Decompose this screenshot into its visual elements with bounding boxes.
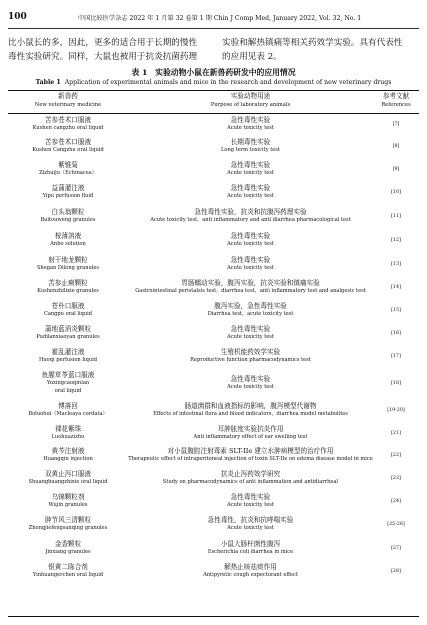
purpose-en: Therapeutic effect of intraperitoneal injection of toxin SLT-IIe on edema disease model in mice bbox=[128, 455, 373, 462]
journal-citation: 中国比较医学杂志 2022 年 1 月第 32 卷第 1 期 Chin J Comp Med, January 2022, Vol. 32, No. 1 bbox=[78, 15, 362, 22]
drug-name-cell bbox=[8, 228, 128, 252]
reference-cell bbox=[373, 512, 419, 536]
drug-name-cell bbox=[8, 298, 128, 322]
table-row bbox=[8, 228, 419, 252]
reference-number: [24] bbox=[391, 498, 401, 504]
purpose-cn: 急性毒性实验 bbox=[230, 492, 271, 501]
reference-cell bbox=[373, 114, 419, 134]
purpose-en: Acute toxicity test bbox=[227, 240, 274, 247]
purpose-cell bbox=[128, 252, 373, 276]
reference-number: [18] bbox=[391, 380, 401, 386]
table-row bbox=[8, 158, 419, 180]
reference-cell bbox=[373, 276, 419, 298]
purpose-cn: 急性毒性实验 bbox=[230, 324, 271, 333]
purpose-cn: 急性毒性实验 bbox=[230, 160, 271, 169]
drug-name-cn: 裸花紫珠 bbox=[54, 424, 82, 433]
purpose-en: Diarrhea test，acute toxicity test bbox=[207, 310, 294, 317]
table-row bbox=[8, 398, 419, 422]
purpose-cn: 急性毒性实验 bbox=[230, 183, 271, 192]
purpose-cell bbox=[128, 204, 373, 228]
reference-number: [9] bbox=[392, 166, 400, 172]
header-ref-cn: 参考文献 bbox=[382, 92, 410, 100]
table-label: Table 1 bbox=[35, 79, 61, 86]
reference-number: [8] bbox=[392, 143, 400, 149]
table-top-rule bbox=[8, 90, 419, 91]
header-name-en: New veterinary medicine bbox=[34, 102, 102, 108]
reference-number: [10] bbox=[391, 189, 401, 195]
table-row bbox=[8, 204, 419, 228]
reference-number: [12] bbox=[391, 237, 401, 243]
header-purpose bbox=[128, 92, 373, 109]
table-row bbox=[8, 466, 419, 490]
reference-cell bbox=[373, 322, 419, 344]
drug-name-en: Yipu perfusion fluid bbox=[42, 192, 94, 199]
drug-name-cn: 苦参苍术口服液 bbox=[44, 115, 92, 124]
drug-name-en: Cangpu oral liquid bbox=[43, 310, 93, 317]
reference-cell bbox=[373, 344, 419, 368]
drug-name-cn: 博落回 bbox=[58, 401, 78, 410]
purpose-en: Escherichia coli diarrhea in mice bbox=[207, 548, 294, 555]
drug-name-cn: 金香颗粒 bbox=[54, 539, 82, 548]
reference-cell bbox=[373, 298, 419, 322]
drug-name-cn: 苦参苍术口服液 bbox=[44, 137, 92, 146]
drug-name-en: Baitouweng granules bbox=[40, 216, 96, 223]
drug-name-en: Kushenzhilixie granules bbox=[37, 287, 99, 294]
drug-name-cell bbox=[8, 180, 128, 204]
drug-name-cell bbox=[8, 158, 128, 180]
purpose-cell bbox=[128, 422, 373, 444]
reference-number: [14] bbox=[391, 284, 401, 290]
reference-cell bbox=[373, 252, 419, 276]
reference-cell bbox=[373, 158, 419, 180]
purpose-en: Acute toxicity test bbox=[227, 169, 274, 176]
drug-name-en: Anbo solution bbox=[50, 240, 86, 247]
reference-cell bbox=[373, 422, 419, 444]
reference-number: [19-20] bbox=[387, 407, 405, 413]
table-row bbox=[8, 322, 419, 344]
purpose-cn: 腹泻实验，急性毒性实验 bbox=[214, 301, 287, 310]
purpose-cn: 急性毒性实验 bbox=[230, 374, 271, 383]
drug-name-cn: 桉薄溶液 bbox=[54, 231, 82, 240]
drug-name-en: Yuxingcaoqinlan bbox=[46, 380, 90, 387]
drug-name-cn: 乌锦颗粒剂 bbox=[51, 492, 85, 501]
purpose-cell bbox=[128, 134, 373, 158]
intro-line: 实验和解热镇痛等相关药效学实验。具有代表性 bbox=[222, 38, 403, 48]
purpose-cn: 急性毒性实验 bbox=[230, 255, 271, 264]
table-row bbox=[8, 134, 419, 158]
reference-number: [27] bbox=[391, 545, 401, 551]
drug-name-cn: 苍朴口服液 bbox=[51, 301, 85, 310]
table-row bbox=[8, 252, 419, 276]
reference-number: [23] bbox=[391, 475, 401, 481]
header-rule bbox=[8, 28, 419, 29]
table-row bbox=[8, 344, 419, 368]
reference-cell bbox=[373, 444, 419, 466]
purpose-en: Long term toxicity test bbox=[221, 146, 280, 153]
purpose-en: Reproductive function pharmacodynamics test bbox=[190, 356, 311, 363]
reference-number: [16] bbox=[391, 330, 401, 336]
drug-name-en: Pudilanxiaoyan granules bbox=[36, 333, 100, 340]
purpose-cell bbox=[128, 368, 373, 398]
reference-cell bbox=[373, 368, 419, 398]
drug-name-cn: 苦参止痢颗粒 bbox=[48, 278, 88, 287]
table-row bbox=[8, 512, 419, 536]
drug-name-cn: 射干地龙颗粒 bbox=[48, 255, 88, 264]
drug-name-en: Shuanghuangzhixie oral liquid bbox=[28, 478, 108, 485]
purpose-en: Effects of intestinal flora and blood indicators，diarrhea model metabolites bbox=[153, 410, 348, 417]
purpose-cell bbox=[128, 490, 373, 512]
drug-name-cn: 鱼腥草苓蓝口服液 bbox=[41, 371, 95, 380]
running-header bbox=[8, 12, 419, 26]
drug-name-cell bbox=[8, 204, 128, 228]
drug-name-en: Yinhuangerchen oral liquid bbox=[32, 571, 104, 578]
purpose-en: Acute toxicity test bbox=[227, 264, 274, 271]
drug-name-cell bbox=[8, 560, 128, 582]
drug-name-cell bbox=[8, 444, 128, 466]
drug-name-en: Huangqin injection bbox=[43, 455, 93, 462]
reference-number: [11] bbox=[391, 213, 401, 219]
drug-name-cell bbox=[8, 368, 128, 398]
intro-line: 的应用见表 2。 bbox=[222, 52, 282, 62]
table-row bbox=[8, 490, 419, 512]
purpose-cell bbox=[128, 344, 373, 368]
table-row bbox=[8, 560, 419, 582]
table-header-row bbox=[8, 92, 419, 112]
drug-name-en: Kushen cangzhu oral liquid bbox=[32, 124, 104, 131]
purpose-cn: 耳肿胀度实验抗炎作用 bbox=[217, 424, 284, 433]
intro-line: 毒性实验研究。同样，大鼠也被用于抗炎抗菌药理 bbox=[8, 52, 198, 62]
purpose-cell bbox=[128, 512, 373, 536]
drug-name-cell bbox=[8, 134, 128, 158]
table-caption-en bbox=[0, 79, 427, 86]
table-row bbox=[8, 276, 419, 298]
reference-cell bbox=[373, 536, 419, 560]
purpose-en: Acute toxicity test，anti inflammatory and anti diarrhea pharmacological test bbox=[150, 216, 351, 223]
purpose-en: Acute toxicity test bbox=[227, 333, 274, 340]
drug-name-cell bbox=[8, 466, 128, 490]
drug-name-en: Zhongjiefengsanqing granules bbox=[28, 524, 108, 531]
purpose-cn: 急性毒性实验 bbox=[230, 115, 271, 124]
drug-name-cell bbox=[8, 322, 128, 344]
drug-name-cn: 黄芩注射液 bbox=[51, 446, 85, 455]
purpose-cell bbox=[128, 276, 373, 298]
purpose-cn: 急性毒性实验，抗炎和抗腹泻药理实验 bbox=[194, 207, 307, 216]
intro-text-left bbox=[8, 36, 208, 64]
table-row bbox=[8, 444, 419, 466]
drug-name-cn: 益蒲灌注液 bbox=[51, 183, 85, 192]
purpose-cn: 急性毒性实验 bbox=[230, 231, 271, 240]
drug-name-cn: 紫锥菊 bbox=[58, 160, 78, 169]
purpose-cell bbox=[128, 398, 373, 422]
drug-name-en: Huoqi perfusion liquid bbox=[38, 356, 98, 363]
drug-name-cell bbox=[8, 398, 128, 422]
purpose-en: Acute toxicity test bbox=[227, 124, 274, 131]
purpose-en: Antipyretic cough expectorant effect bbox=[203, 571, 298, 578]
header-purpose-cn: 实验动物用途 bbox=[230, 92, 271, 100]
drug-name-cell bbox=[8, 536, 128, 560]
reference-number: [21] bbox=[391, 430, 401, 436]
table-row bbox=[8, 114, 419, 134]
drug-name-cell bbox=[8, 344, 128, 368]
purpose-cn: 胃肠蠕动实验，腹泻实验，抗炎实验和镇痛实验 bbox=[181, 278, 320, 287]
drug-name-cell bbox=[8, 490, 128, 512]
purpose-cell bbox=[128, 560, 373, 582]
purpose-en: Anti inflammatory effect of ear swelling test bbox=[193, 433, 308, 440]
table-row bbox=[8, 536, 419, 560]
drug-name-cn: 蒲地蓝消炎颗粒 bbox=[44, 324, 92, 333]
purpose-cn: 对小鼠腹腔注射毒素 SLT-IIe 建立水肿病模型的治疗作用 bbox=[167, 446, 334, 455]
reference-cell bbox=[373, 490, 419, 512]
reference-cell bbox=[373, 466, 419, 490]
drug-name-cn: 霍乱灌注液 bbox=[51, 347, 85, 356]
reference-cell bbox=[373, 560, 419, 582]
purpose-cn: 急性毒性，抗炎和抗哮喘实验 bbox=[207, 515, 294, 524]
table-row bbox=[8, 422, 419, 444]
reference-number: [15] bbox=[391, 307, 401, 313]
drug-name-en: Zizhuiju（Echinacea） bbox=[39, 169, 97, 176]
purpose-en: Acute toxicity test bbox=[227, 524, 274, 531]
purpose-en: Study on pharmacodynamics of anti inflammation and antidiarrheal bbox=[162, 478, 339, 485]
reference-number: [25-26] bbox=[387, 521, 405, 527]
drug-name-en: Wujin granules bbox=[48, 501, 88, 508]
header-ref-en: References bbox=[381, 102, 411, 108]
reference-number: [28] bbox=[391, 568, 401, 574]
purpose-en: Acute toxicity test bbox=[227, 192, 274, 199]
drug-name-cell bbox=[8, 276, 128, 298]
reference-number: [13] bbox=[391, 261, 401, 267]
reference-number: [7] bbox=[392, 121, 400, 127]
purpose-cn: 肠道菌群和血液指标的影响，腹泻模型代谢物 bbox=[184, 401, 317, 410]
drug-name-cn: 银黄二陈合剂 bbox=[48, 562, 88, 571]
header-purpose-en: Purpose of laboratory animals bbox=[210, 102, 291, 108]
table-bottom-rule bbox=[8, 616, 419, 617]
intro-text-right bbox=[222, 36, 422, 64]
table-caption-text: Application of experimental animals and mice in the research and development of new veterinary drugs bbox=[64, 79, 392, 86]
reference-cell bbox=[373, 204, 419, 228]
drug-name-cn: 肿节风三清颗粒 bbox=[44, 515, 92, 524]
table-row bbox=[8, 368, 419, 398]
drug-name-en-cont: oral liquid bbox=[54, 387, 82, 394]
reference-cell bbox=[373, 134, 419, 158]
drug-name-cn: 双黄止泻口服液 bbox=[44, 469, 92, 478]
purpose-en: Gastrointestinal peristalsis test，diarrhea test，anti inflammatory test and analgesic test bbox=[135, 287, 366, 294]
purpose-cn: 生殖机能药效学实验 bbox=[220, 347, 281, 356]
purpose-cell bbox=[128, 180, 373, 204]
drug-name-en: Kushen Cangzhu oral liquid bbox=[32, 146, 104, 153]
intro-line: 比小鼠长的多，因此，更多的适合用于长期的慢性 bbox=[8, 38, 198, 48]
purpose-cell bbox=[128, 322, 373, 344]
table-row bbox=[8, 180, 419, 204]
drug-name-cn: 白头翁颗粒 bbox=[51, 207, 85, 216]
drug-name-en: Jinxiang granules bbox=[45, 548, 91, 555]
purpose-cn: 解热止咳祛痰作用 bbox=[224, 562, 277, 571]
purpose-cell bbox=[128, 228, 373, 252]
drug-name-cell bbox=[8, 252, 128, 276]
page-number: 100 bbox=[8, 12, 27, 22]
reference-cell bbox=[373, 180, 419, 204]
header-name-cn: 新兽药 bbox=[58, 92, 78, 100]
purpose-cell bbox=[128, 444, 373, 466]
purpose-cell bbox=[128, 158, 373, 180]
reference-cell bbox=[373, 398, 419, 422]
table-row bbox=[8, 298, 419, 322]
purpose-cn: 抗炎止泻药效学研究 bbox=[220, 469, 281, 478]
drug-name-en: Shegan Dilong granules bbox=[36, 264, 100, 271]
drug-name-cell bbox=[8, 114, 128, 134]
purpose-cell bbox=[128, 298, 373, 322]
drug-name-cell bbox=[8, 422, 128, 444]
drug-name-en: Luohuazizhu bbox=[51, 433, 85, 440]
purpose-cell bbox=[128, 114, 373, 134]
header-ref bbox=[373, 92, 419, 109]
purpose-en: Acute toxicity test bbox=[227, 383, 274, 390]
reference-number: [17] bbox=[391, 353, 401, 359]
header-name bbox=[8, 92, 128, 109]
purpose-cell bbox=[128, 466, 373, 490]
drug-name-cell bbox=[8, 512, 128, 536]
reference-cell bbox=[373, 228, 419, 252]
purpose-cn: 长期毒性实验 bbox=[230, 137, 271, 146]
purpose-en: Acute toxicity test bbox=[227, 501, 274, 508]
purpose-cn: 小鼠大肠杆菌性腹泻 bbox=[220, 539, 281, 548]
reference-number: [22] bbox=[391, 452, 401, 458]
table-caption-cn: 表 1 实验动物小鼠在新兽药研发中的应用情况 bbox=[131, 68, 296, 77]
drug-name-en: Boluohui（Macleaya cordata） bbox=[28, 410, 108, 417]
purpose-cell bbox=[128, 536, 373, 560]
